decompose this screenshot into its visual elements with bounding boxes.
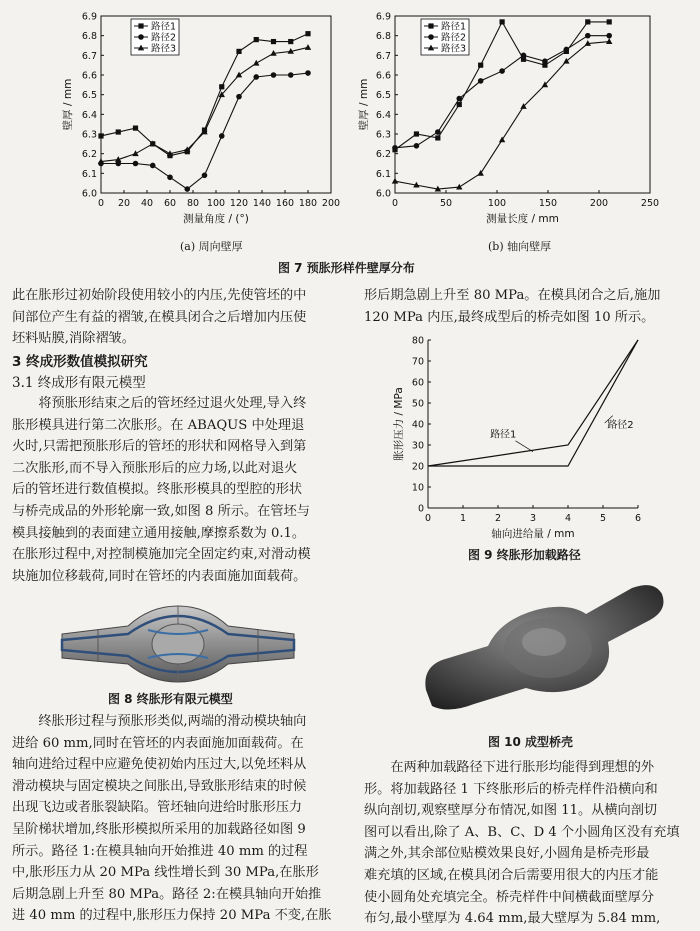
right-bottom-paragraph [364,757,694,930]
x-tick-label: 120 [229,198,249,209]
legend-entry: 路径2 [441,32,467,44]
text-line: 满之外,其余部位贴模效果良好,小圆角是桥壳形最 [364,846,650,862]
text-line: 120 MPa 内压,最终成型后的桥壳如图 10 所示。 [364,309,655,325]
series-1-label: 路径1 [490,429,517,441]
y-tick-label: 6.9 [375,11,391,23]
data-point [271,39,276,44]
figure8-caption: 图 8 终胀形有限元模型 [108,692,233,706]
x-tick-label: 20 [117,198,131,209]
figure7a-caption: (a) 周向壁厚 [180,240,243,253]
data-point [456,96,462,102]
text-line: 胀形模具进行第二次胀形。在 ABAQUS 中处理退 [12,417,305,433]
left-bottom-paragraph [12,711,348,927]
y-tick-label: 6.5 [81,90,97,102]
text-line: 图可以看出,除了 A、B、C、D 4 个小圆角区没有充填 [364,824,680,840]
x-tick-label: 80 [186,198,200,209]
y-axis-label: 壁厚 / mm [358,78,370,131]
x-tick-label: 200 [321,198,341,209]
text-line: 将预胀形结束之后的管坯经过退火处理,导入终 [12,396,307,411]
data-point [116,129,121,134]
series-1-leader [516,441,534,452]
left-top-paragraph [12,285,348,350]
text-line: 与桥壳成品的外形轮廓一致,如图 8 所示。在管坯与 [12,503,310,519]
x-tick-label: 250 [640,198,660,209]
data-point [253,60,259,66]
text-line: 火时,只需把预胀形后的管坯的形状和网格导入到第 [12,439,307,455]
x-tick-label: 200 [589,198,609,209]
data-point [500,19,505,24]
data-point [435,129,441,135]
y-tick-label: 6.8 [81,31,97,43]
text-line: 布匀,最小壁厚为 4.64 mm,最大壁厚为 5.84 mm, [364,911,661,927]
data-point [288,72,294,78]
x-tick-label: 0 [424,513,432,524]
data-point [478,63,483,68]
subsection-heading: 3.1 终成形有限元模型 [12,375,146,391]
data-point [457,102,462,107]
chart-circumferential-thickness [55,6,355,236]
section31-paragraph [12,393,348,587]
y-tick-label: 6.9 [81,11,97,23]
text-line: 所示。路径 1:在模具轴向开始推进 40 mm 的过程 [12,843,308,859]
data-point [585,33,591,39]
text-line: 形后期急剧上升至 80 MPa。在模具闭合之后,施加 [364,288,661,303]
y-tick-label: 30 [411,440,424,452]
data-point [435,135,440,140]
series-3 [392,38,613,191]
chart-loading-path [388,332,658,542]
legend-entry: 路径1 [151,21,177,33]
data-point [392,178,398,184]
text-line: 终胀形过程与预胀形类似,两端的滑动模块轴向 [12,714,307,729]
series-line [395,42,609,190]
data-point [456,184,462,190]
y-tick-label: 6.6 [81,70,97,82]
data-point [150,163,156,169]
text-line: 在两种加载路径下进行胀形均能得到理想的外 [364,760,655,775]
y-tick-label: 6.5 [375,90,391,102]
y-tick-label: 6.7 [81,50,97,62]
legend-marker [138,23,143,28]
data-point [542,58,548,64]
y-tick-label: 6.1 [81,168,97,180]
x-tick-label: 2 [494,513,502,524]
x-tick-label: 60 [163,198,177,209]
y-tick-label: 50 [411,398,424,410]
y-tick-label: 6.4 [81,109,97,121]
data-point [305,70,311,76]
y-tick-label: 20 [411,461,424,473]
text-line: 二次胀形,而不导入预胀形后的应力场,以此对退火 [12,460,298,476]
text-line: 进给 60 mm,同时在管坯的内表面施加面载荷。在 [12,735,304,751]
text-line: 模具接触到的表面建立通用接触,摩擦系数为 0.1。 [12,525,306,541]
data-point [133,126,138,131]
text-line: 形。将加载路径 1 下终胀形后的桥壳样件沿横向和 [364,781,658,797]
data-point [184,186,190,192]
text-line: 后期急剧上升至 80 MPa。路径 2:在模具轴向开始推 [12,886,322,902]
section-heading: 3 终成形数值模拟研究 [12,354,148,370]
x-axis-label: 测量角度 / (°) [183,213,249,225]
legend-marker [428,34,434,40]
x-tick-label: 150 [538,198,558,209]
figure7 [0,0,700,275]
data-point [564,47,570,53]
data-point [271,72,277,78]
text-line: 在胀形过程中,对控制模施加完全固定约束,对滑动模 [12,547,311,563]
figure10-caption: 图 10 成型桥壳 [488,735,574,749]
x-axis-label: 测量长度 / mm [486,213,559,225]
x-tick-label: 1 [459,513,467,524]
text-line: 块施加位移载荷,同时在管坯的内表面施加面载荷。 [12,568,307,584]
series-line [101,47,308,161]
chart-axial-thickness [355,6,665,236]
data-point [202,173,208,179]
y-tick-label: 6.8 [375,31,391,43]
x-tick-label: 3 [529,513,537,524]
data-point [606,38,612,44]
data-point [236,72,242,78]
y-tick-label: 6.6 [375,70,391,82]
data-point [167,174,173,180]
series-line-2 [428,340,638,466]
text-line: 呈阶梯状增加,终胀形模拟所采用的加载路径如图 9 [12,821,306,837]
data-point [607,19,612,24]
x-tick-label: 4 [564,513,572,524]
text-line: 使小圆角处充填完全。桥壳样件中间横截面壁厚分 [364,889,655,905]
y-tick-label: 10 [411,482,424,494]
x-tick-label: 180 [298,198,318,209]
y-tick-label: 60 [411,377,424,389]
text-line: 纵向剖切,观察壁厚分布情况,如图 11。从横向剖切 [364,803,658,819]
figure7-caption: 图 7 预胀形样件壁厚分布 [278,261,415,275]
data-point [236,49,241,54]
x-tick-label: 50 [439,198,453,209]
y-tick-label: 6.1 [375,168,391,180]
data-point [521,53,527,59]
legend-marker [428,23,433,28]
data-point [254,37,259,42]
data-point [606,33,612,39]
text-line: 间部位产生有益的褶皱,在模具闭合之后增加内压使 [12,309,307,325]
legend-entry: 路径3 [151,43,177,55]
x-axis-label: 轴向进给量 / mm [491,528,575,540]
data-point [499,68,505,74]
y-tick-label: 0 [417,503,424,515]
text-line: 中,胀形压力从 20 MPa 线性增长到 30 MPa,在胀形 [12,865,319,881]
x-tick-label: 100 [206,198,226,209]
x-tick-label: 6 [634,513,642,524]
series-3 [98,44,311,164]
text-line: 轴向进给过程中应避免使初始内压过大,以免坯料从 [12,757,307,773]
text-line: 出现飞边或者胀裂缺陷。管坯轴向进给时胀形压力 [12,800,303,816]
data-point [414,131,419,136]
series-2-label: 路径2 [607,420,634,432]
data-point [219,133,225,139]
x-tick-label: 140 [252,198,272,209]
series-line-1 [428,340,638,466]
data-point [478,78,484,84]
text-line: 后的管坯进行数值模拟。终胀形模具的型腔的形状 [12,482,303,498]
data-point [585,19,590,24]
y-tick-label: 80 [411,335,424,347]
text-line: 进 40 mm 的过程中,胀形压力保持 20 MPa 不变,在胀 [12,908,332,924]
data-point [236,94,242,100]
data-point [132,150,138,156]
x-tick-label: 5 [599,513,607,524]
data-point [414,143,420,149]
data-point [288,39,293,44]
x-tick-label: 40 [140,198,154,209]
x-tick-label: 160 [275,198,295,209]
legend-entry: 路径2 [151,32,177,44]
legend-entry: 路径1 [441,21,467,33]
data-point [219,84,224,89]
data-point [305,31,310,36]
y-tick-label: 6.0 [375,188,391,200]
y-tick-label: 6.0 [81,188,97,200]
text-line: 滑动模块与固定模块之间胀出,导致胀形结束的时候 [12,778,307,794]
legend-entry: 路径3 [441,43,467,55]
y-tick-label: 6.3 [81,129,97,141]
text-line: 坯料贴膜,消除褶皱。 [12,331,135,347]
data-point [98,133,103,138]
y-tick-label: 6.7 [375,50,391,62]
x-tick-label: 0 [97,198,105,209]
data-point [133,161,139,167]
series-1 [98,31,310,158]
figure10-axle-housing-image [418,572,668,722]
y-tick-label: 70 [411,356,424,368]
figure8-fe-model [58,600,298,684]
y-axis-label: 壁厚 / mm [62,78,74,131]
x-tick-label: 100 [487,198,507,209]
y-tick-label: 6.2 [375,149,391,161]
figure7b-caption: (b) 轴向壁厚 [488,240,552,253]
data-point [253,74,259,80]
y-tick-label: 40 [411,419,424,431]
y-tick-label: 6.2 [81,149,97,161]
figure9-caption: 图 9 终胀形加载路径 [468,548,581,562]
data-point [392,145,398,151]
x-tick-label: 0 [391,198,399,209]
data-point [305,44,311,50]
y-axis-label: 胀形压力 / MPa [393,387,405,461]
y-tick-label: 6.3 [375,129,391,141]
y-tick-label: 6.4 [375,109,391,121]
legend-marker [138,34,144,40]
text-line: 此在胀形过初始阶段使用较小的内压,先使管坯的中 [12,288,307,303]
text-line: 难充填的区域,在模具闭合后需要用很大的内压才能 [364,867,659,883]
right-top-paragraph [364,285,694,328]
